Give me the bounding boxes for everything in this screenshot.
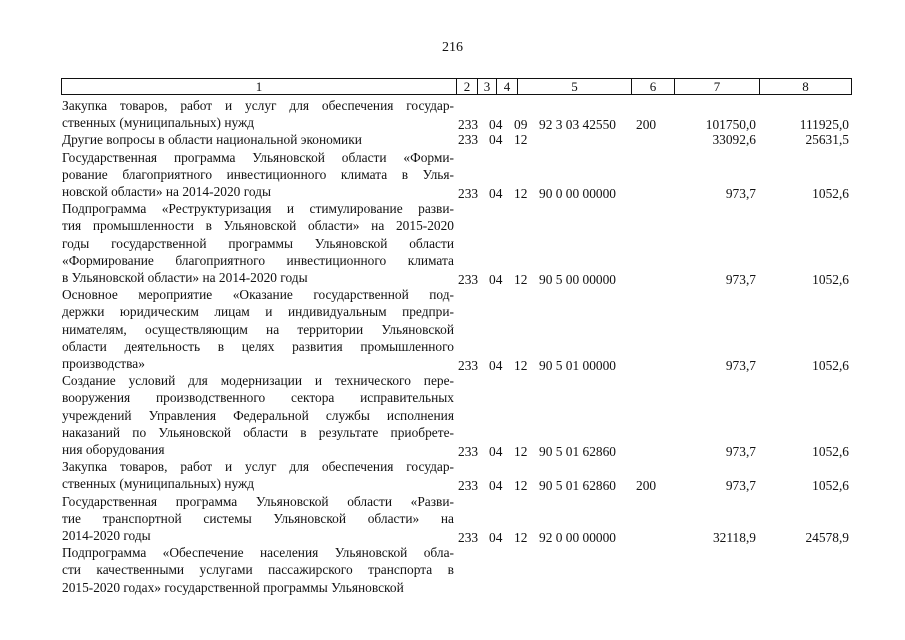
description-line: ственных (муниципальных) нужд	[62, 476, 255, 492]
value-2018: 973,7	[725, 272, 756, 287]
header-cell-7: 7	[674, 79, 759, 94]
description-line: Подпрограмма «Реструктуризация и стимулирование разви-	[62, 201, 454, 217]
code-rz: 04	[489, 478, 503, 494]
code-pr: 12	[514, 444, 528, 459]
code-csr: 92 3 03 42550	[539, 117, 616, 133]
description-line: годы государственной программы Ульяновской области	[62, 235, 454, 251]
code-grbs: 233	[458, 132, 479, 148]
description-line: сти качественными услугами пассажирского транспорта в	[62, 562, 454, 578]
code-pr: 12	[514, 530, 528, 545]
description-line: 2014-2020 годы	[62, 528, 151, 543]
header-cell-2: 2	[456, 79, 477, 94]
value-2019: 111925,0	[799, 117, 849, 133]
header-cell-8: 8	[759, 79, 851, 94]
value-2018: 973,7	[725, 358, 756, 373]
description-line: вооружения производственного сектора исправительных	[62, 390, 454, 406]
code-csr: 90 5 00 00000	[539, 272, 616, 287]
code-grbs: 233	[458, 186, 479, 201]
value-2018: 33092,6	[712, 132, 756, 148]
description-line: Государственная программа Ульяновской области «Разви-	[62, 493, 454, 509]
page-number: 216	[442, 40, 463, 55]
header-cell-5: 5	[517, 79, 631, 94]
code-rz: 04	[489, 117, 503, 133]
description-line: наказаний по Ульяновской области в результате приобрете-	[62, 424, 454, 440]
description-line: ния оборудования	[62, 442, 165, 457]
description-line: новской области» на 2014-2020 годы	[62, 184, 271, 199]
description-line: Подпрограмма «Обеспечение населения Ульяновской обла-	[62, 545, 454, 561]
header-cell-1: 1	[255, 79, 263, 94]
code-pr: 12	[514, 358, 528, 373]
description-line: 2015-2020 годах» государственной программы Ульяновской	[62, 579, 404, 595]
value-2018: 32118,9	[712, 530, 756, 545]
header-cell-3: 3	[477, 79, 496, 94]
description-line: учреждений Управления Федеральной службы исполнения	[62, 407, 454, 423]
description-line: тие транспортной системы Ульяновской области» на	[62, 510, 454, 526]
description-line: Создание условий для модернизации и технического пере-	[62, 373, 454, 389]
code-csr: 90 5 01 62860	[539, 444, 616, 459]
value-2019: 1052,6	[812, 272, 849, 287]
value-2019: 24578,9	[805, 530, 849, 545]
value-2019: 1052,6	[812, 358, 849, 373]
description-line: тия промышленности в Ульяновской области» на 2015-2020	[62, 218, 454, 234]
code-pr: 12	[514, 478, 528, 494]
code-grbs: 233	[458, 117, 479, 133]
description-line: Основное мероприятие «Оказание государственной под-	[62, 287, 454, 303]
code-csr: 90 0 00 00000	[539, 186, 616, 201]
table-header	[61, 78, 852, 95]
description-line: Закупка товаров, работ и услуг для обеспечения государ-	[62, 98, 454, 113]
code-pr: 12	[514, 186, 528, 201]
code-vr: 200	[636, 478, 657, 494]
code-pr: 12	[514, 132, 528, 148]
code-grbs: 233	[458, 478, 479, 494]
description-line: нимателям, осуществляющим на территории Ульяновской	[62, 321, 454, 337]
value-2019: 1052,6	[812, 478, 849, 494]
description-line: ственных (муниципальных) нужд	[62, 115, 255, 131]
code-rz: 04	[489, 272, 503, 287]
code-rz: 04	[489, 444, 503, 459]
code-rz: 04	[489, 186, 503, 201]
description-line: рование благоприятного инвестиционного климата в Улья-	[62, 166, 454, 182]
description-line: Государственная программа Ульяновской области «Форми-	[62, 149, 454, 165]
description-line: в Ульяновской области» на 2014-2020 годы	[62, 270, 308, 285]
table-row	[0, 131, 905, 148]
value-2018: 101750,0	[705, 117, 756, 133]
value-2018: 973,7	[725, 478, 756, 494]
code-grbs: 233	[458, 530, 479, 545]
header-cell-6: 6	[631, 79, 674, 94]
value-2019: 1052,6	[812, 444, 849, 459]
code-pr: 09	[514, 117, 528, 133]
code-grbs: 233	[458, 444, 479, 459]
value-2018: 973,7	[725, 444, 756, 459]
code-rz: 04	[489, 530, 503, 545]
code-rz: 04	[489, 132, 503, 148]
code-vr: 200	[636, 117, 657, 133]
code-csr: 90 5 01 62860	[539, 478, 616, 494]
value-2018: 973,7	[725, 186, 756, 201]
code-grbs: 233	[458, 358, 479, 373]
table-row	[0, 581, 905, 598]
description-line: держки юридическим лицам и индивидуальным предпри-	[62, 304, 454, 320]
header-cell-4: 4	[496, 79, 517, 94]
code-pr: 12	[514, 272, 528, 287]
code-csr: 92 0 00 00000	[539, 530, 616, 545]
description-line: Другие вопросы в области национальной экономики	[62, 132, 362, 148]
code-csr: 90 5 01 00000	[539, 358, 616, 373]
value-2019: 1052,6	[812, 186, 849, 201]
description-line: «Формирование благоприятного инвестиционного климата	[62, 252, 454, 268]
value-2019: 25631,5	[805, 132, 849, 148]
description-line: Закупка товаров, работ и услуг для обеспечения государ-	[62, 459, 454, 475]
code-rz: 04	[489, 358, 503, 373]
code-grbs: 233	[458, 272, 479, 287]
description-line: области деятельность в целях развития промышленного	[62, 338, 454, 354]
description-line: производства»	[62, 356, 145, 371]
